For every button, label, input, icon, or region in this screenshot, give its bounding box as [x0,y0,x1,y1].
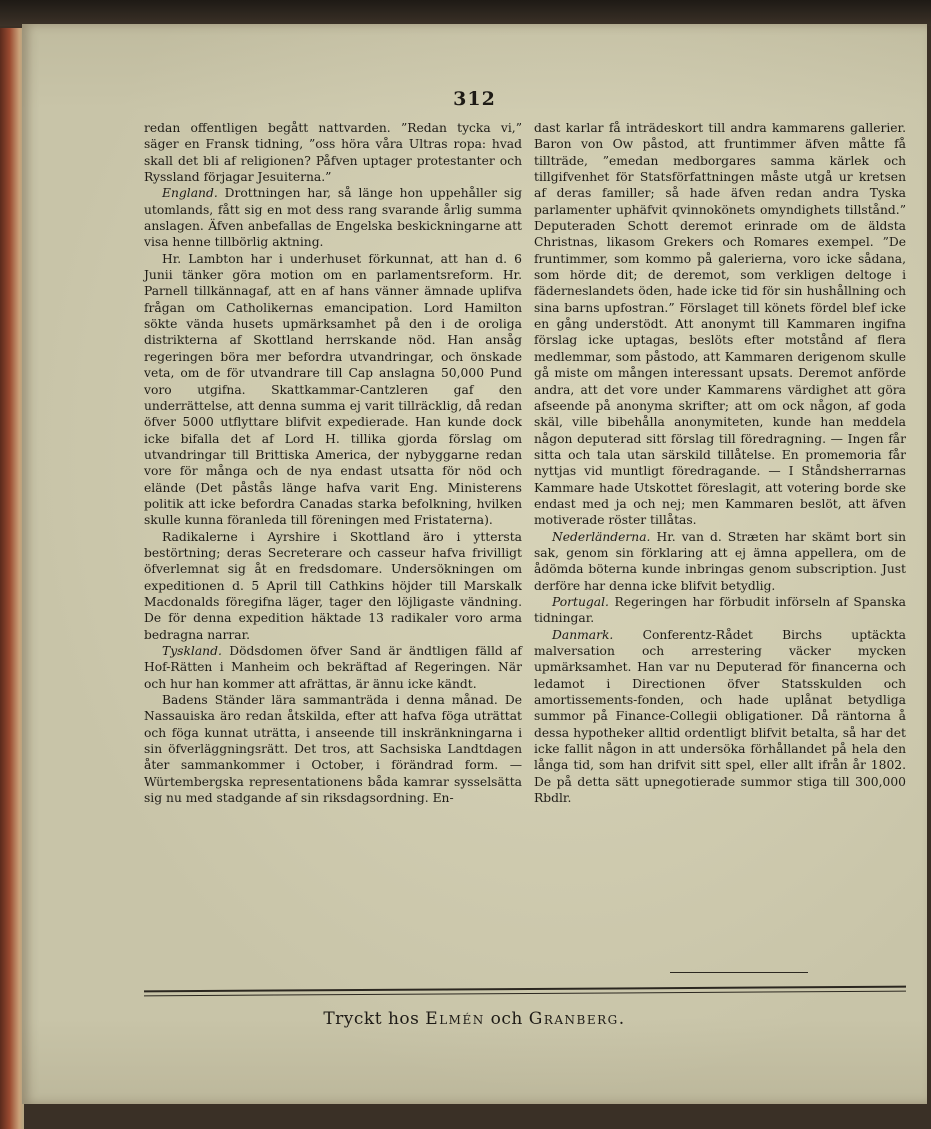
paragraph: Radikalerne i Ayrshire i Skottland äro i yttersta bestörtning; deras Secreterare och casseur hafva frivilligt öfverlemnat sig åt en fredsdomare. Undersökningen om expeditionen d. 5 April till Cathkins höjder till Marskalk Macdonalds föregifna läger, tager den löjligaste vändning. De för denna expedition häktade 13 radikaler voro arma bedragna narrar. [144,529,522,642]
paragraph: dast karlar få inträdeskort till andra kammarens gallerier. Baron von Ow påstod, att fruntimmer äfven måtte få tillträde, ”emedan medborgares samma kärlek och tillgifvenhet för Statsförfattningen måste utgå ur kretsen af deras familler; så hade äfven redan andra Tyska parlamenter uphäfvit qvinnokönets omyndighets tillstånd.” Deputeraden Schott deremot erinrade om de äldsta Christnas, likasom Grekers och Romares exempel. ”De fruntimmer, som kommo på galerierna, voro icke sådana, som hörde dit; de deremot, som verkligen deltoge i fäderneslandets öden, hade icke tid för sin hushållning och sina barns upfostran.” Förslaget till könets fördel blef icke en gång understödt. Att anonymt till Kammaren ingifna förslag icke uptagas, beslöts efter motstånd af flera medlemmar, som påstodo, att Kammaren derigenom skulle gå miste om mången interessant upsats. Deremot anförde andra, att det vore under Kammarens värdighet att göra afseende på anonyma skrifter; att om ock någon, af goda skäl, ville bibehålla anonymiteten, kunde han meddela någon deputerad sitt förslag till föredragning. — Ingen får sitta och tala utan särskild tillåtelse. En promemoria får nyttjas vid muntligt föredragande. — I Ståndsherrarnas Kammare hade Utskottet föreslagit, att votering borde ske endast med ja och nej; men Kammaren beslöt, att äfven motiverade röster tillåtas. [534,121,906,528]
book-spine [0,28,24,1129]
section-heading: Portugal. [552,594,609,609]
section-heading: England. [162,186,218,201]
newspaper-page [22,24,927,1104]
paragraph: redan offentligen begått nattvarden. ”Redan tycka vi,” säger en Fransk tidning, ”oss höra våra Ultras ropa: hvad skall det bli af religionen? Påfven uptager protestanter och Ryssland förjagar Jesuiterna.” [144,121,522,185]
left-column [144,120,522,806]
top-edge-shadow [0,0,931,26]
section-heading: Nederländerna. [552,529,651,544]
section-heading: Danmark. [552,627,614,642]
page-number: 312 [453,88,496,110]
paragraph-tyskland: Tyskland. Dödsdomen öfver Sand är ändtligen fälld af Hof-Rätten i Manheim och bekräftad af Regeringen. När och hur han kommer att afrättas, är ännu icke kändt. [144,644,522,691]
right-column [534,120,906,806]
printer-imprint: Tryckt hos Elmén och Granberg. [323,1009,626,1029]
paragraph-portugal: Portugal. Regeringen har förbudit införseln af Spanska tidningar. [534,594,906,626]
paragraph-danmark: Danmark. Conferentz-Rådet Birchs uptäckta malversation och arrestering väcker mycken upmärksamhet. Han var nu Deputerad för financerna och ledamot i Directionen öfver Statsskulden och amortissements-fonden, och hade uplånat betydliga summor på Finance-Collegii obligationer. Då räntorna å dessa hypotheker alltid ordentligt blifvit betalta, så har det icke fallit någon in att undersöka förhållandet på hela den långa tid, som han drifvit sitt spel, eller allt ifrån år 1802. De på detta sätt upnegotierade summor stiga till 300,000 Rbdlr. [534,627,906,806]
end-rule [670,972,808,973]
section-heading: Tyskland. [162,644,222,658]
paragraph: Badens Ständer lära sammanträda i denna månad. De Nassauiska äro redan åtskilda, efter att hafva föga uträttat och föga kunnat uträtta, i anseende till inskränkningarna i sin öfverläggningsrätt. Det tros, att Sachsiska Landtdagen åter sammankommer i October, i förändrad form. — Würtembergska representationens båda kamrar sysselsätta sig nu med stadgande af sin riksdagsordning. En- [144,693,522,806]
paragraph-england: England. Drottningen har, så länge hon uppehåller sig utomlands, fått sig en mot dess rang svarande årlig summa anslagen. Äfven anbefallas de Engelska beskickningarne att visa henne tillbörlig aktning. [144,186,522,250]
paragraph-nederlanderna: Nederländerna. Hr. van d. Stræten har skämt bort sin sak, genom sin förklaring att ej ämna appellera, om de ådömda böterna kunde inbringas genom subscription. Just derföre har denna icke blifvit betydlig. [534,529,906,593]
paragraph: Hr. Lambton har i underhuset förkunnat, att han d. 6 Junii tänker göra motion om en parlamentsreform. Hr. Parnell tillkännagaf, att en af hans vänner ämnade uplifva frågan om Catholikernas emancipation. Lord Hamilton sökte vända husets upmärksamhet på den i de oroliga distrikterna af Skottland herrskande nöd. Han ansåg regeringen böra mer befordra utvandringar, och önskade veta, om de för utvandrare till Cap anslagna 50,000 Pund voro utgifna. Skattkammar-Cantzleren gaf den underrättelse, att denna summa ej varit tillräcklig, då redan öfver 5000 utflyttare blifvit expedierade. Han kunde dock icke bifalla det af Lord H. tillika gjorda förslag om utvandringar till Brittiska America, der nybyggarne redan vore för många och de nya endast utsatta för nöd och elände (Det påstås länge hafva varit Eng. Ministerens politik att icke befordra Canadas starka befolkning, hvilken skulle kunna föranleda till föreningen med Fristaterna). [144,251,522,528]
